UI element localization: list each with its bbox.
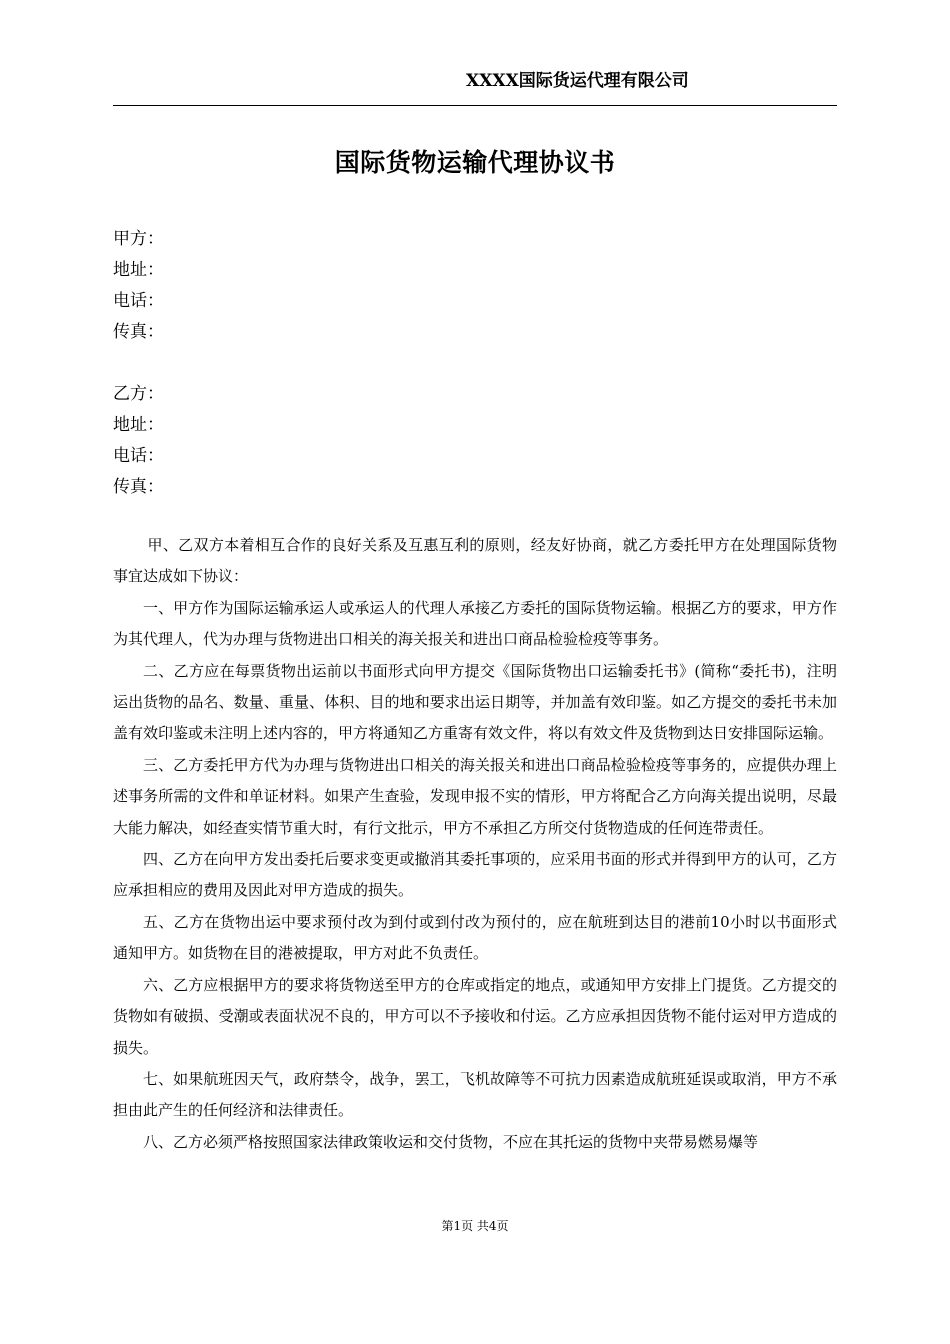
header-divider [113, 105, 837, 106]
header-company-name: XXXX国际货运代理有限公司 [466, 71, 689, 91]
document-title: 国际货物运输代理协议书 [334, 148, 616, 177]
clause-5: 五、乙方在货物出运中要求预付改为到付或到付改为预付的，应在航班到达目的港前10小时以书面形式通知甲方。如货物在目的港被提取，甲方对此不负责任。 [113, 912, 837, 963]
clause-3: 三、乙方委托甲方代为办理与货物进出口相关的海关报关和进出口商品检验检疫等事务的，应提供办理上述事务所需的文件和单证材料。如果产生查验，发现申报不实的情形，甲方将配合乙方向海关提出说明，尽最大能力解决，如经查实情节重大时，有行文批示，甲方不承担乙方所交付货物造成的任何连带责任。 [113, 755, 837, 837]
party-a-address-label: 地址： [113, 260, 164, 280]
clause-6: 六、乙方应根据甲方的要求将货物送至甲方的仓库或指定的地点，或通知甲方安排上门提货。乙方提交的货物如有破损、受潮或表面状况不良的，甲方可以不予接收和付运。乙方应承担因货物不能付运对甲方造成的损失。 [113, 975, 837, 1057]
party-a-phone-label: 电话： [113, 291, 164, 311]
party-b-fax-label: 传真： [113, 477, 164, 497]
clause-7: 七、如果航班因天气，政府禁令，战争，罢工，飞机故障等不可抗力因素造成航班延误或取消，甲方不承担由此产生的任何经济和法律责任。 [113, 1069, 837, 1120]
clause-4: 四、乙方在向甲方发出委托后要求变更或撤消其委托事项的，应采用书面的形式并得到甲方的认可，乙方应承担相应的费用及因此对甲方造成的损失。 [113, 850, 837, 900]
clause-1: 一、甲方作为国际运输承运人或承运人的代理人承接乙方委托的国际货物运输。根据乙方的要求，甲方作为其代理人，代为办理与货物进出口相关的海关报关和进出口商品检验检疫等事务。 [113, 598, 837, 649]
page-number-footer: 第1页 共4页 [441, 1219, 509, 1233]
party-a-name-label: 甲方： [113, 229, 164, 249]
party-b-address-label: 地址： [113, 415, 164, 435]
clause-2: 二、乙方应在每票货物出运前以书面形式向甲方提交《国际货物出口运输委托书》(简称“委托书)，注明运出货物的品名、数量、重量、体积、目的地和要求出运日期等，并加盖有效印鉴。如乙方提交的委托书未加盖有效印鉴或未注明上述内容的，甲方将通知乙方重寄有效文件，将以有效文件及货物到达日安排国际运输。 [113, 661, 837, 743]
clause-8: 八、乙方必须严格按照国家法律政策收运和交付货物，不应在其托运的货物中夹带易燃易爆等 [143, 1132, 759, 1151]
party-a-fax-label: 传真： [113, 322, 164, 342]
party-b-phone-label: 电话： [113, 446, 164, 466]
party-b-block [113, 379, 164, 503]
intro-paragraph: 甲、乙双方本着相互合作的良好关系及互惠互利的原则，经友好协商，就乙方委托甲方在处理国际货物事宜达成如下协议： [113, 536, 837, 586]
party-b-name-label: 乙方： [113, 384, 164, 404]
agreement-body [113, 530, 837, 1158]
party-a-block [113, 224, 164, 348]
